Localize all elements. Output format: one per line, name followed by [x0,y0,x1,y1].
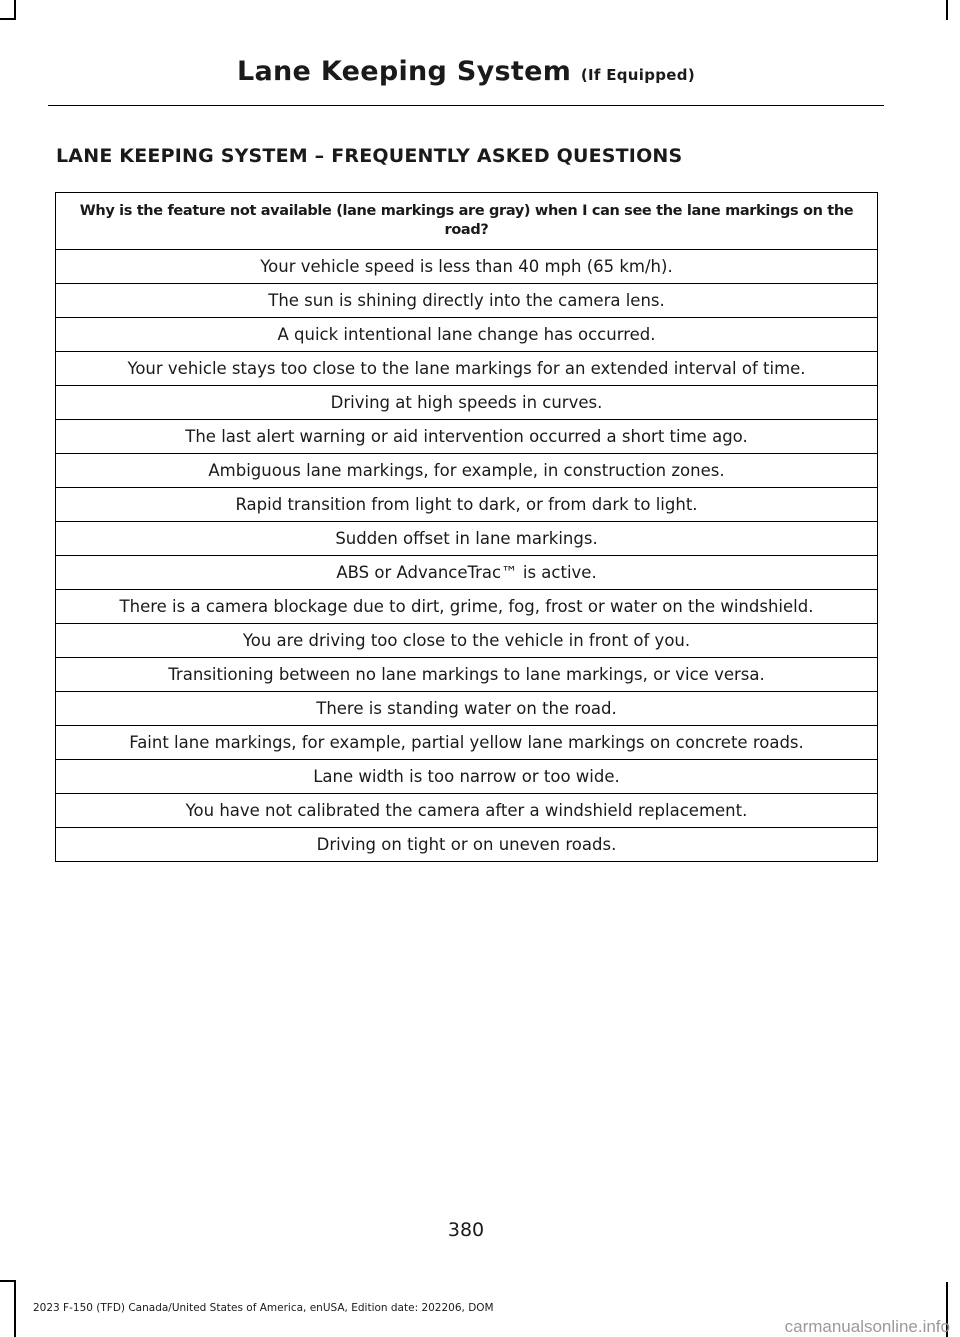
table-cell: Transitioning between no lane markings to lane markings, or vice versa. [56,658,878,692]
table-row [56,556,878,590]
table-row [56,250,878,284]
crop-mark-top-right [946,0,948,20]
table-cell: Sudden offset in lane markings. [56,522,878,556]
table-cell: There is standing water on the road. [56,692,878,726]
table-cell: Driving at high speeds in curves. [56,386,878,420]
crop-mark-top-left-vertical [14,0,16,20]
table-cell: Lane width is too narrow or too wide. [56,760,878,794]
crop-mark-bottom-left-horizontal [0,1280,16,1282]
table-cell: Your vehicle speed is less than 40 mph (65 km/h). [56,250,878,284]
table-header-question: Why is the feature not available (lane markings are gray) when I can see the lane markings on the road? [56,193,878,250]
watermark: carmanualsonline.info [784,1317,950,1336]
header-divider [48,105,884,106]
table-row [56,284,878,318]
header-title-text: Lane Keeping System [237,56,572,87]
table-cell: The sun is shining directly into the camera lens. [56,284,878,318]
table-row [56,522,878,556]
table-row [56,828,878,862]
crop-mark-top-left-horizontal [0,18,16,20]
table-cell: There is a camera blockage due to dirt, grime, fog, frost or water on the windshield. [56,590,878,624]
footer-edition-text: 2023 F-150 (TFD) Canada/United States of America, enUSA, Edition date: 202206, DOM [33,1302,494,1314]
table-cell: You are driving too close to the vehicle in front of you. [56,624,878,658]
section-heading: LANE KEEPING SYSTEM – FREQUENTLY ASKED QUESTIONS [56,145,683,167]
table-row [56,590,878,624]
faq-table [55,192,878,862]
table-row [56,488,878,522]
table-row [56,352,878,386]
table-cell: Rapid transition from light to dark, or from dark to light. [56,488,878,522]
table-row [56,760,878,794]
table-cell: The last alert warning or aid intervention occurred a short time ago. [56,420,878,454]
table-cell: ABS or AdvanceTrac™ is active. [56,556,878,590]
table-row [56,726,878,760]
table-row [56,692,878,726]
table-cell: Faint lane markings, for example, partial yellow lane markings on concrete roads. [56,726,878,760]
table-row [56,794,878,828]
table-row [56,454,878,488]
table-row [56,420,878,454]
table-cell: You have not calibrated the camera after a windshield replacement. [56,794,878,828]
table-cell: A quick intentional lane change has occurred. [56,318,878,352]
table-row [56,386,878,420]
table-cell: Driving on tight or on uneven roads. [56,828,878,862]
header-title-suffix: (If Equipped) [580,66,695,84]
table-row [56,318,878,352]
page-header-title [0,56,932,87]
crop-mark-bottom-left-vertical [14,1280,16,1337]
table-row [56,658,878,692]
table-row [56,624,878,658]
table-cell: Ambiguous lane markings, for example, in construction zones. [56,454,878,488]
table-header-row [56,193,878,250]
table-cell: Your vehicle stays too close to the lane markings for an extended interval of time. [56,352,878,386]
page-number: 380 [447,1219,485,1241]
